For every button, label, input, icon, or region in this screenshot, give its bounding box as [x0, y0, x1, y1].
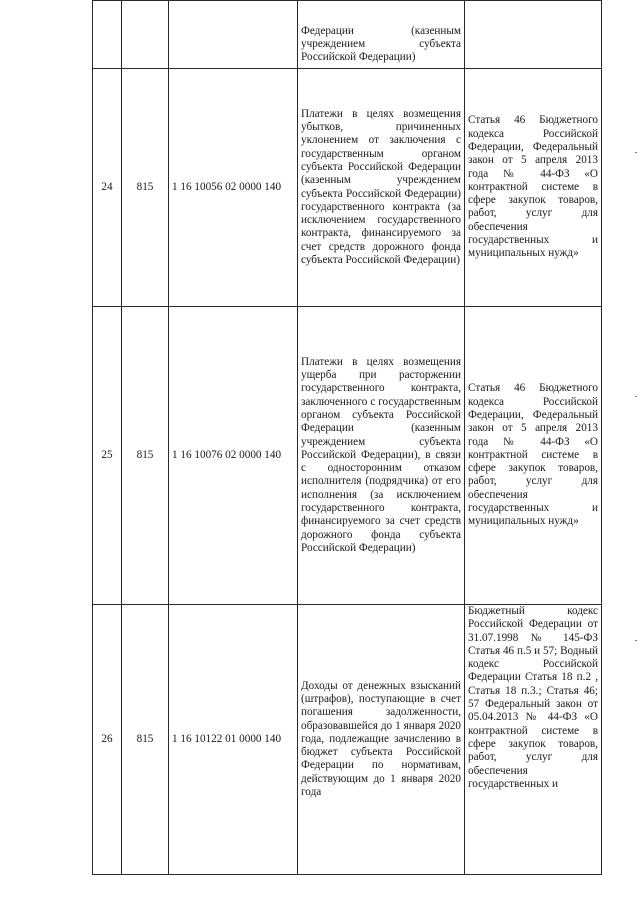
legal-basis: Статья 46 Бюджетного кодекса Российской Федерации, Федеральный закон от 5 апреля 2013 года № 44-ФЗ «О контрактной системе в сфере закупок товаров, работ, услуг для обеспечения государственных и муниципальных нужд» — [465, 69, 602, 307]
scan-speck — [635, 152, 637, 153]
budget-classification-code: 1 16 10122 01 0000 140 — [169, 605, 298, 875]
revenue-description: Федерации (казенным учреждением субъекта Российской Федерации) — [298, 1, 465, 69]
budget-classification-code: 1 16 10076 02 0000 140 — [169, 307, 298, 605]
table-row — [93, 69, 602, 307]
table-row — [93, 1, 602, 69]
revenue-description: Платежи в целях возмещения ущерба при расторжении государственного контракта, заключенного с государственным органом субъекта Российской Федерации (казенным учреждением субъекта Российской Федерации), в связи с односторонним отказом исполнителя (подрядчика) от его исполнения (за исключением государственного контракта, финансируемого за счет средств дорожного фонда субъекта Российской Федерации) — [298, 307, 465, 605]
revenue-description: Доходы от денежных взысканий (штрафов), поступающие в счет погашения задолженности, образовавшейся до 1 января 2020 года, подлежащие зачислению в бюджет субъекта Российской Федерации по нормативам, действующим до 1 января 2020 года — [298, 605, 465, 875]
row-number — [93, 1, 122, 69]
row-number: 25 — [93, 307, 122, 605]
table-row — [93, 307, 602, 605]
legal-basis: Статья 46 Бюджетного кодекса Российской Федерации, Федеральный закон от 5 апреля 2013 года № 44-ФЗ «О контрактной системе в сфере закупок товаров, работ, услуг для обеспечения государственных и муниципальных нужд» — [465, 307, 602, 605]
administrator-code — [122, 1, 169, 69]
row-number: 24 — [93, 69, 122, 307]
budget-classification-code: 1 16 10056 02 0000 140 — [169, 69, 298, 307]
table-row — [93, 605, 602, 875]
row-number: 26 — [93, 605, 122, 875]
administrator-code: 815 — [122, 69, 169, 307]
scan-speck — [635, 640, 637, 641]
administrator-code: 815 — [122, 307, 169, 605]
legal-basis: Бюджетный кодекс Российской Федерации от 31.07.1998 № 145-ФЗ Статья 46 п.5 и 57; Водный кодекс Российской Федерации Статья 18 п.2 , Статья 18 п.3.; Статья 46; 57 Федеральный закон от 05.04.2013 № 44-ФЗ «О контрактной системе в сфере закупок товаров, работ, услуг для обеспечения государственных и — [465, 605, 602, 875]
revenue-table — [92, 0, 602, 875]
legal-basis — [465, 1, 602, 69]
administrator-code: 815 — [122, 605, 169, 875]
budget-classification-code — [169, 1, 298, 69]
scan-speck — [635, 396, 637, 397]
revenue-description: Платежи в целях возмещения убытков, причиненных уклонением от заключения с государственным органом субъекта Российской Федерации (казенным учреждением субъекта Российской Федерации) государственного контракта (за исключением государственного контракта, финансируемого за счет средств дорожного фонда субъекта Российской Федерации) — [298, 69, 465, 307]
